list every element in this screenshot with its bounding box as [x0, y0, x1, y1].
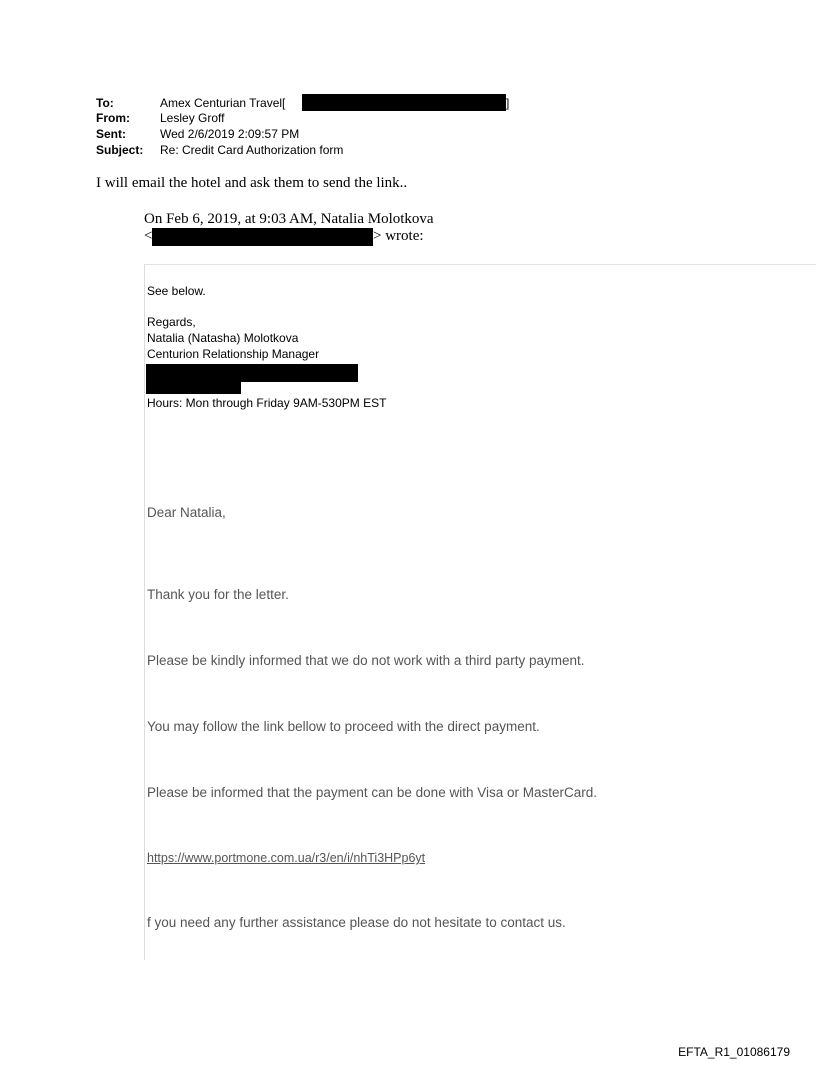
paragraph-follow-link: You may follow the link bellow to proceed with the direct payment.	[147, 719, 540, 734]
quoted-intro-open-bracket: <	[144, 228, 153, 244]
to-bracket-close: ]	[506, 96, 510, 110]
paragraph-assistance: f you need any further assistance please do not hesitate to contact us.	[147, 915, 566, 930]
to-label: To:	[96, 96, 114, 110]
sent-label: Sent:	[96, 127, 126, 141]
regards-text: Regards,	[147, 315, 196, 329]
redaction-bar	[152, 228, 373, 246]
quoted-intro-wrote: > wrote:	[373, 228, 424, 244]
signature-name: Natalia (Natasha) Molotkova	[147, 331, 299, 345]
office-hours: Hours: Mon through Friday 9AM-530PM EST	[147, 396, 387, 410]
document-id: EFTA_R1_01086179	[678, 1045, 790, 1059]
paragraph-thanks: Thank you for the letter.	[147, 587, 289, 602]
to-value: Amex Centurian Travel[	[160, 96, 286, 110]
signature-role: Centurion Relationship Manager	[147, 347, 320, 361]
redaction-bar	[146, 380, 241, 394]
redaction-bar	[302, 94, 506, 111]
quote-left-rule	[144, 264, 145, 960]
paragraph-third-party: Please be kindly informed that we do not work with a third party payment.	[147, 653, 585, 668]
subject-value: Re: Credit Card Authorization form	[160, 143, 344, 157]
from-value: Lesley Groff	[160, 111, 225, 125]
subject-label: Subject:	[96, 143, 144, 157]
sent-value: Wed 2/6/2019 2:09:57 PM	[160, 127, 300, 141]
reply-text: I will email the hotel and ask them to send the link..	[96, 175, 408, 191]
payment-link[interactable]: https://www.portmone.com.ua/r3/en/i/nhTi3HPp6yt	[147, 851, 426, 865]
see-below-text: See below.	[147, 284, 206, 298]
greeting: Dear Natalia,	[147, 505, 226, 520]
quoted-intro-line: On Feb 6, 2019, at 9:03 AM, Natalia Molotkova	[144, 211, 434, 227]
paragraph-visa-mastercard: Please be informed that the payment can be done with Visa or MasterCard.	[147, 785, 598, 800]
quote-top-divider	[144, 264, 816, 265]
from-label: From:	[96, 111, 130, 125]
